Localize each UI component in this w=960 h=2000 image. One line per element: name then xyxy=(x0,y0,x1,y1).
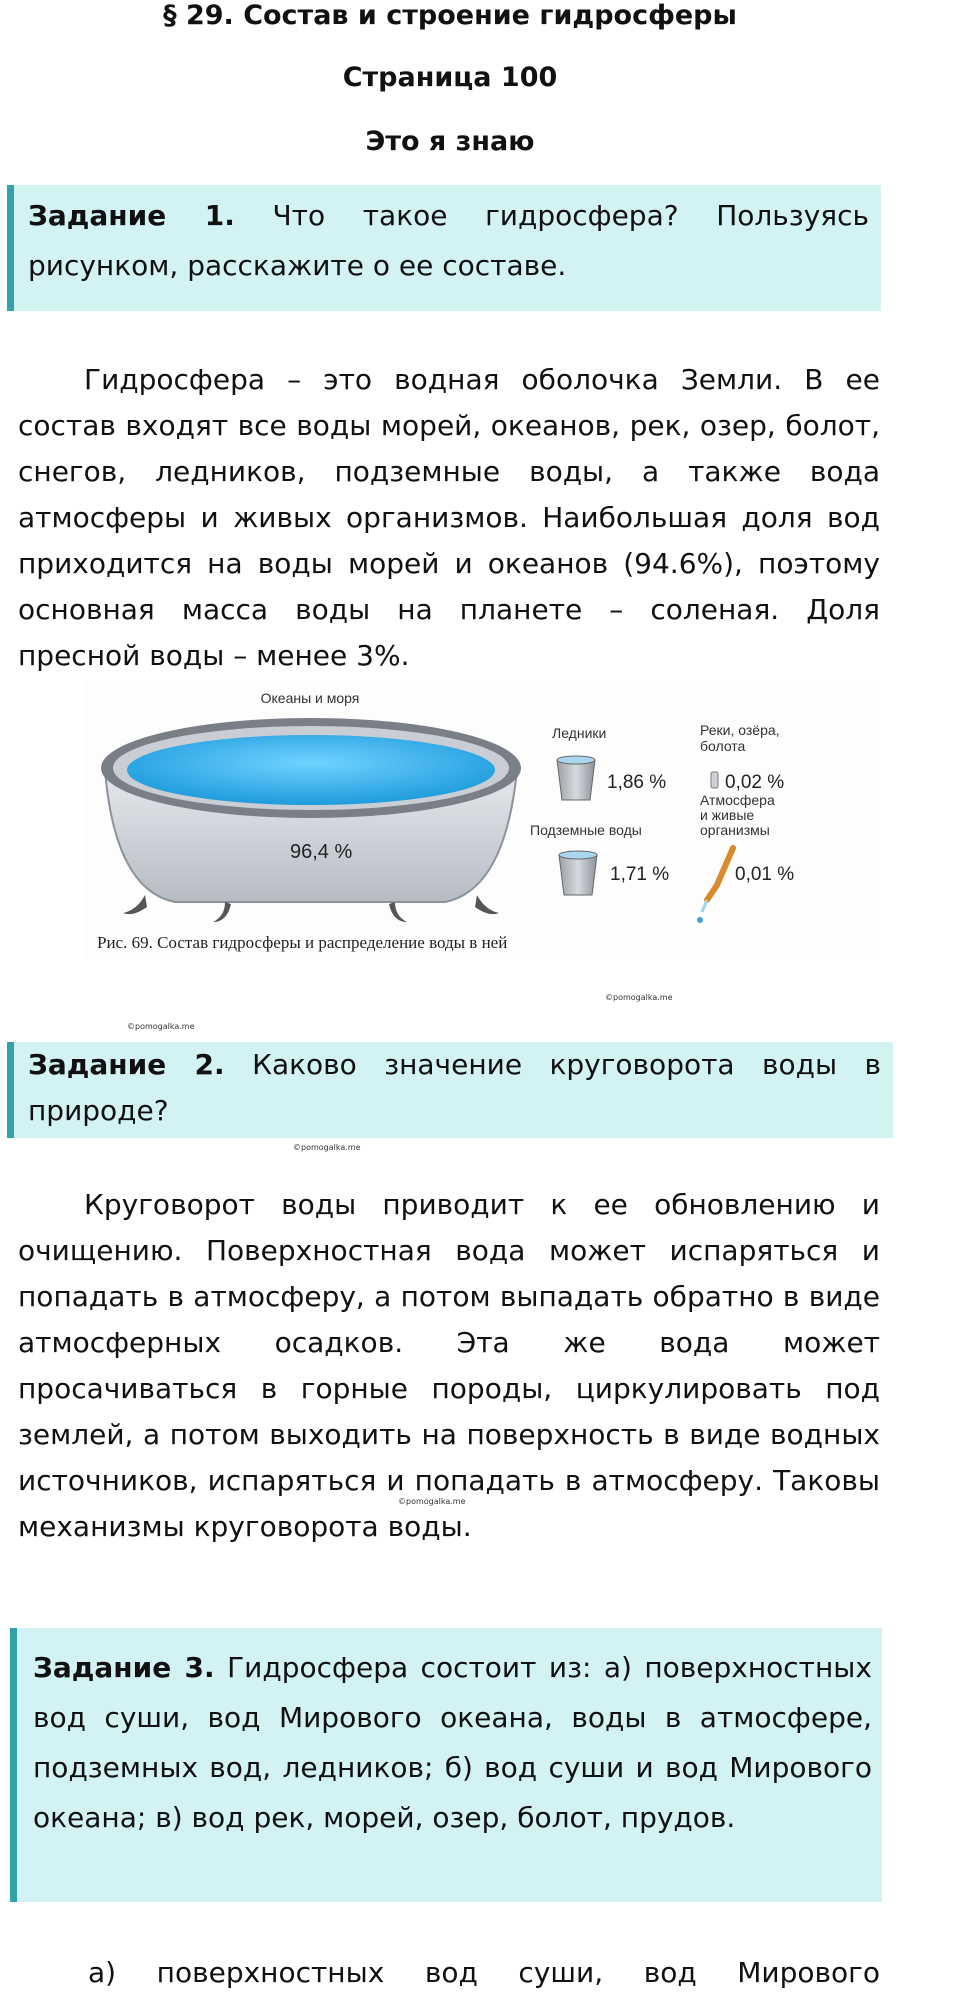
answer-1-text: Гидросфера – это водная оболочка Земли. В ее состав входят все воды морей, океанов, рек, озер, болот, снегов, ледников, подземные воды, а также вода атмосферы и живых организмов. Наибольшая доля вод приходится на воды морей и океанов (94.6%), поэтому основная масса воды на планете – соленая. Доля пресной воды – менее 3%. xyxy=(18,363,880,672)
watermark: ©pomogalka.me xyxy=(605,993,673,1002)
glaciers-label: Ледники xyxy=(552,725,607,741)
task-2-label: Задание 2. xyxy=(28,1048,225,1081)
oceans-value: 96,4 % xyxy=(290,841,353,863)
answer-1 xyxy=(18,357,880,679)
rivers-thimble-icon xyxy=(711,772,718,788)
glaciers-value: 1,86 % xyxy=(607,772,667,793)
task-1-text: Что такое гидросфера? Пользуясь рисунком, расскажите о ее составе. xyxy=(28,199,870,282)
groundwater-bucket-icon xyxy=(559,855,597,895)
page-label: Страница 100 xyxy=(342,62,558,93)
task-1-box xyxy=(7,185,881,311)
task-2-text: Каково значение круговорота воды в природе? xyxy=(28,1048,881,1127)
watermark: ©pomogalka.me xyxy=(127,1022,195,1031)
answer-3 xyxy=(88,1950,880,1996)
ocean-water xyxy=(127,735,495,805)
atmo-value: 0,01 % xyxy=(735,864,795,885)
hydrosphere-illustration xyxy=(85,680,880,960)
atmo-label-line2: и живые xyxy=(700,807,755,823)
glaciers-bucket-icon xyxy=(557,760,595,800)
atmo-label-line1: Атмосфера xyxy=(700,792,775,808)
task-1-label: Задание 1. xyxy=(28,199,235,232)
groundwater-value: 1,71 % xyxy=(610,864,670,885)
task-3-box xyxy=(10,1628,882,1902)
watermark: ©pomogalka.me xyxy=(398,1497,466,1506)
rivers-label-line2: болота xyxy=(700,738,746,754)
hydrosphere-figure xyxy=(85,680,880,960)
groundwater-label: Подземные воды xyxy=(530,822,642,838)
bathtub-foot xyxy=(123,895,147,914)
watermark: ©pomogalka.me xyxy=(293,1143,361,1152)
task-3-label: Задание 3. xyxy=(33,1651,215,1684)
pipette-icon xyxy=(707,848,733,900)
figure-caption: Рис. 69. Состав гидросферы и распределение воды в ней xyxy=(97,933,508,952)
answer-3-text: а) поверхностных вод суши, вод Мирового xyxy=(88,1956,880,1989)
section-title: § 29. Состав и строение гидросферы xyxy=(163,0,737,31)
subtitle: Это я знаю xyxy=(365,126,535,157)
task-3-text: Гидросфера состоит из: а) поверхностных вод суши, вод Мирового океана, воды в атмосфере, подземных вод, ледников; б) вод суши и вод Мирового океана; в) вод рек, морей, озер, болот, прудов. xyxy=(33,1651,872,1834)
task-2-box xyxy=(7,1042,893,1138)
answer-2 xyxy=(18,1182,880,1550)
atmo-label-line3: организмы xyxy=(700,822,770,838)
oceans-label: Океаны и моря xyxy=(260,690,360,706)
rivers-label-line1: Реки, озёра, xyxy=(700,722,780,738)
rivers-value: 0,02 % xyxy=(725,772,785,793)
answer-2-text: Круговорот воды приводит к ее обновлению и очищению. Поверхностная вода может испаряться и попадать в атмосферу, а потом выпадать обратно в виде атмосферных осадков. Эта же вода может просачиваться в горные породы, циркулировать под землей, а потом выходить на поверхность в виде водных источников, испаряться и попадать в атмосферу. Таковы механизмы круговорота воды. xyxy=(18,1188,880,1543)
